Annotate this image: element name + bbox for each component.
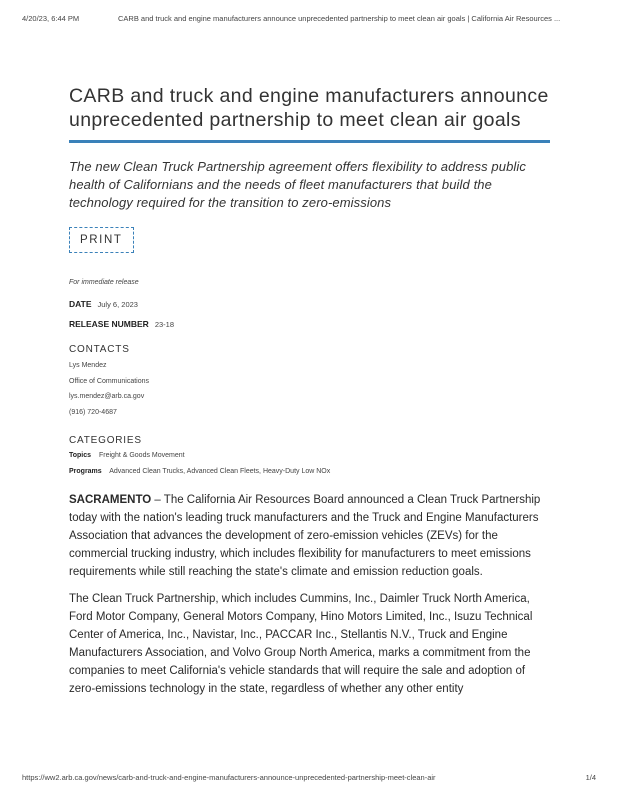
body-paragraph-1-text: – The California Air Resources Board announced a Clean Truck Partnership today with the nation's leading truck manufacturers and the Truck and Engine Manufacturers Association that advances the development of zero-emission vehicles (ZEVs) for the commercial trucking industry, which includes flexibility for manufacturers to meet emissions requirements while still reaching the state's climate and emission reduction goals. — [69, 494, 541, 578]
dateline: SACRAMENTO — [69, 494, 152, 506]
topics-row — [69, 448, 550, 464]
release-note: For immediate release — [69, 279, 139, 286]
programs-row — [69, 464, 550, 480]
print-date: 4/20/23, 6:44 PM — [22, 14, 80, 23]
body-paragraph-2: The Clean Truck Partnership, which includes Cummins, Inc., Daimler Truck North America, Ford Motor Company, General Motors Company, Hino Motors Limited, Inc., Isuzu Technical Center of America, Inc., Navistar, Inc., PACCAR Inc., Stellantis N.V., Truck and Engine Manufacturers Association, and Volvo Group North America, marks a commitment from the companies to meet California's vehicle standards that will require the sale and adoption of zero-emissions technology in the state, regardless of whether any other entity — [69, 593, 533, 695]
article — [69, 84, 550, 698]
topics-value[interactable]: Freight & Goods Movement — [99, 452, 185, 459]
date-label: DATE — [69, 299, 92, 309]
print-button[interactable]: PRINT — [69, 227, 134, 253]
print-page-number: 1/4 — [585, 773, 596, 782]
date-row — [69, 299, 550, 309]
title-divider — [69, 140, 550, 143]
print-page-title: CARB and truck and engine manufacturers announce unprecedented partnership to meet clean air goals | California Air Resources ... — [118, 14, 561, 23]
page-title: CARB and truck and engine manufacturers announce unprecedented partnership to meet clean air goals — [69, 85, 549, 131]
categories-list — [69, 448, 550, 480]
print-footer — [22, 773, 596, 782]
page-subtitle: The new Clean Truck Partnership agreement offers flexibility to address public health of Californians and the needs of fleet manufacturers that build the technology required for the transition to zero-emissions — [69, 159, 526, 210]
contact-name: Lys Mendez — [69, 362, 107, 369]
release-number-label: RELEASE NUMBER — [69, 319, 149, 329]
categories-heading: CATEGORIES — [69, 435, 142, 446]
contacts-heading: CONTACTS — [69, 344, 130, 355]
contacts-list — [69, 358, 550, 420]
date-value: July 6, 2023 — [97, 300, 138, 309]
body-paragraph-1 — [69, 491, 550, 581]
programs-value[interactable]: Advanced Clean Trucks, Advanced Clean Fleets, Heavy-Duty Low NOx — [109, 468, 331, 475]
print-url: https://ww2.arb.ca.gov/news/carb-and-truck-and-engine-manufacturers-announce-unprecedented-partnership-meet-clean-air — [22, 773, 436, 782]
contact-phone: (916) 720-4687 — [69, 408, 117, 416]
release-number-value: 23-18 — [154, 320, 174, 329]
contact-office: Office of Communications — [69, 377, 150, 385]
release-number-row — [69, 319, 550, 329]
topics-label: Topics — [69, 452, 92, 459]
contact-email[interactable]: lys.mendez@arb.ca.gov — [69, 393, 145, 400]
print-header — [22, 14, 596, 23]
programs-label: Programs — [69, 468, 102, 475]
